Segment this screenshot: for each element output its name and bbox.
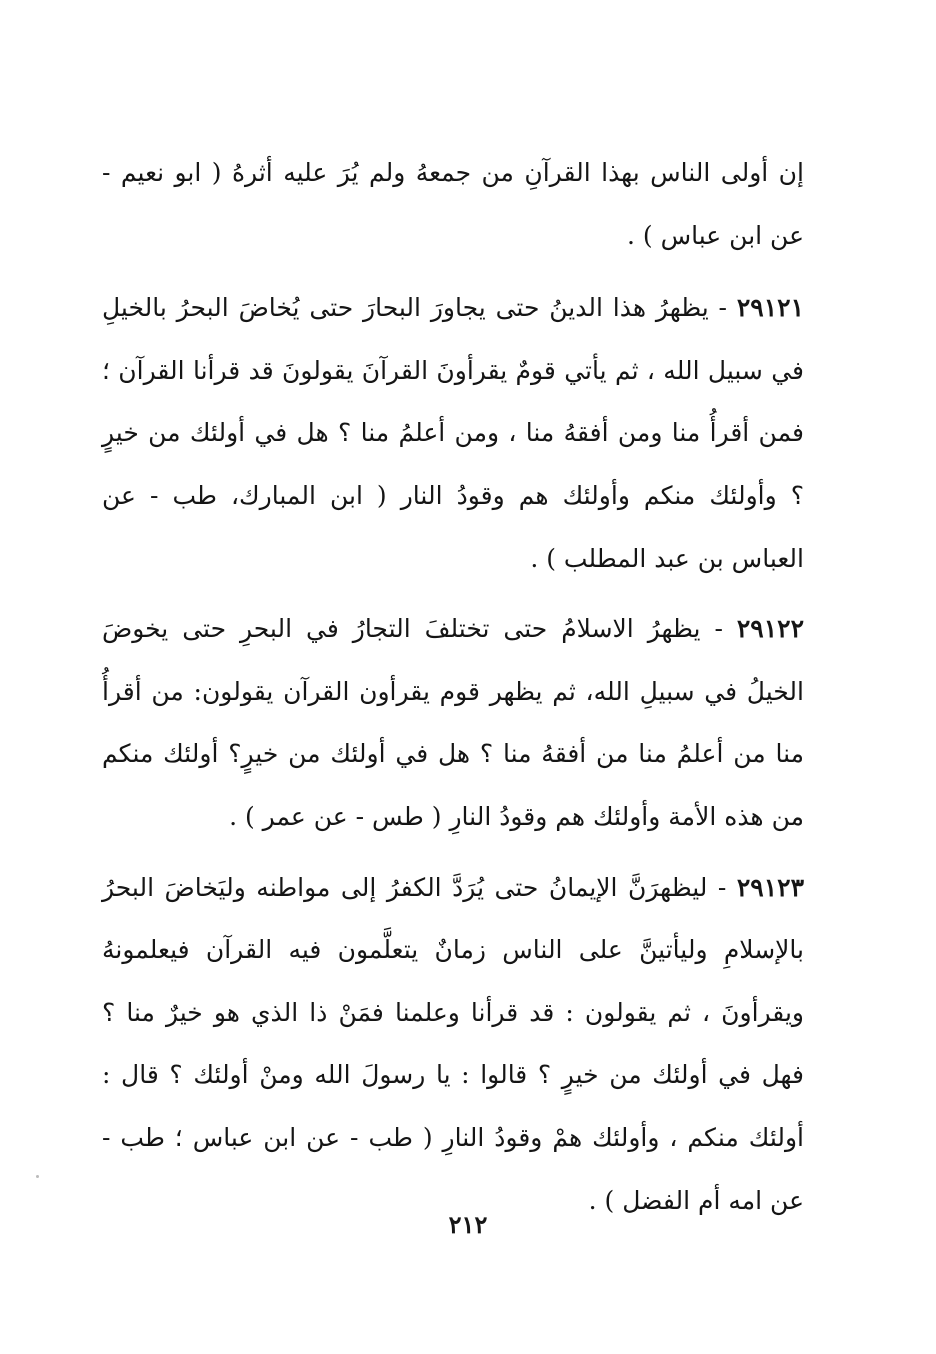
hadith-number: ٢٩١٢٢ [736, 614, 804, 644]
page-number: ٢١٢ [448, 1210, 488, 1239]
hadith-paragraph-29123 [102, 857, 804, 1233]
paragraph-text: - يظهرُ هذا الدينُ حتى يجاورَ البحارَ حتى يُخاضَ البحرُ بالخيلِ في سبيل الله ، ثم يأتي قومٌ يقرأونَ القرآنَ يقولونَ قد قرأنا القرآن ؛ فمن أقرأُ منا ومن أفقهُ منا ، ومن أعلمُ منا ؟ هل في أولئك من خيرٍ ؟ وأولئك منكم وأولئك هم وقودُ النار ( ابن المبارك، طب - عن العباس بن عبد المطلب ) . [102, 293, 804, 573]
hadith-paragraph-29122 [102, 598, 804, 848]
paragraph-text: إن أولى الناس بهذا القرآنِ من جمعهُ ولم يُرَ عليه أثرهُ ( ابو نعيم - عن ابن عباس ) . [102, 158, 804, 250]
margin-dot [36, 1175, 39, 1178]
paragraph-text: - ليظهرَنَّ الإيمانُ حتى يُرَدَّ الكفرُ إلى مواطنه وليَخاضَ البحرُ بالإسلامِ وليأتينَّ على الناس زمانٌ يتعلَّمون فيه القرآن فيعلمونهُ ويقرأونَ ، ثم يقولون : قد قرأنا وعلمنا فمَنْ ذا الذي هو خيرٌ منا ؟ فهل في أولئك من خيرٍ ؟ قالوا : يا رسولَ الله ومنْ أولئك ؟ قال : أولئك منكم ، وأولئك همْ وقودُ النارِ ( طب - عن ابن عباس ؛ طب - عن امه أم الفضل ) . [102, 872, 804, 1215]
hadith-text-block [102, 142, 804, 1240]
hadith-number: ٢٩١٢١ [736, 293, 804, 323]
hadith-number: ٢٩١٢٣ [736, 872, 805, 902]
hadith-paragraph-29121 [102, 277, 804, 590]
paragraph-text: - يظهرُ الاسلامُ حتى تختلفَ التجارُ في البحرِ حتى يخوضَ الخيلُ في سبيلِ الله، ثم يظهر قوم يقرأون القرآن يقولون: من أقرأُ منا من أعلمُ منا من أفقهُ منا ؟ هل في أولئك من خيرٍ؟ أولئك منكم من هذه الأمة وأولئك هم وقودُ النارِ ( طس - عن عمر ) . [102, 614, 804, 831]
hadith-paragraph-continuation [102, 142, 804, 267]
